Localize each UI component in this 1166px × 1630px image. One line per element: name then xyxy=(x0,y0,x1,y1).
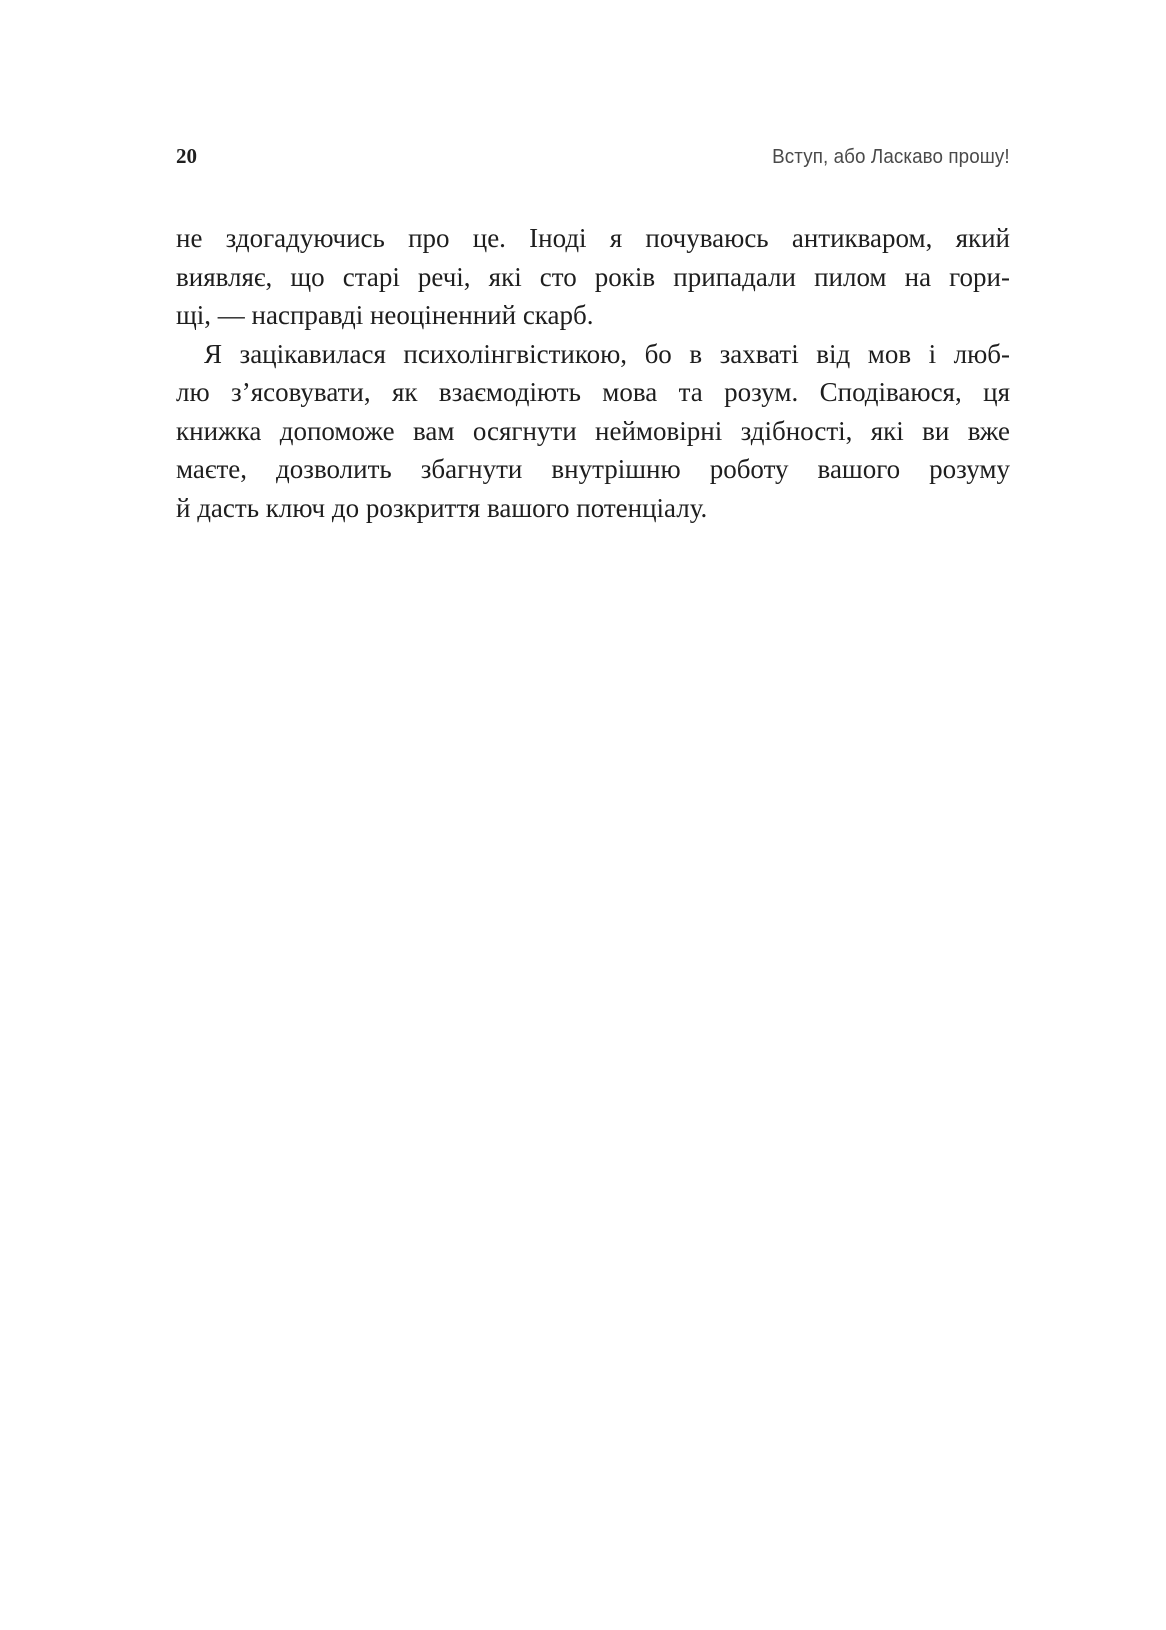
body-text xyxy=(176,219,1010,527)
text-line: лю з’ясовувати, як взаємодіють мова та розум. Сподіваюся, ця xyxy=(176,377,1010,407)
paragraph xyxy=(176,335,1010,528)
text-line: Я зацікавилася психолінгвістикою, бо в захваті від мов і люб- xyxy=(204,338,1010,369)
text-line: книжка допоможе вам осягнути неймовірні здібності, які ви вже xyxy=(176,415,1010,446)
running-head: Вступ, або Ласкаво прошу! xyxy=(772,146,1010,168)
text-line: й дасть ключ до розкриття вашого потенціалу. xyxy=(176,492,708,523)
text-line: виявляє, що старі речі, які сто років припадали пилом на гори- xyxy=(176,261,1010,292)
page-number: 20 xyxy=(176,144,197,168)
text-line: щі, — насправді неоціненний скарб. xyxy=(176,300,594,330)
text-line: маєте, дозволить збагнути внутрішню роботу вашого розуму xyxy=(176,454,1010,484)
page-header xyxy=(176,144,1010,169)
text-line: не здогадуючись про це. Іноді я почуваюсь антикваром, який xyxy=(176,223,1010,253)
paragraph xyxy=(176,219,1010,335)
